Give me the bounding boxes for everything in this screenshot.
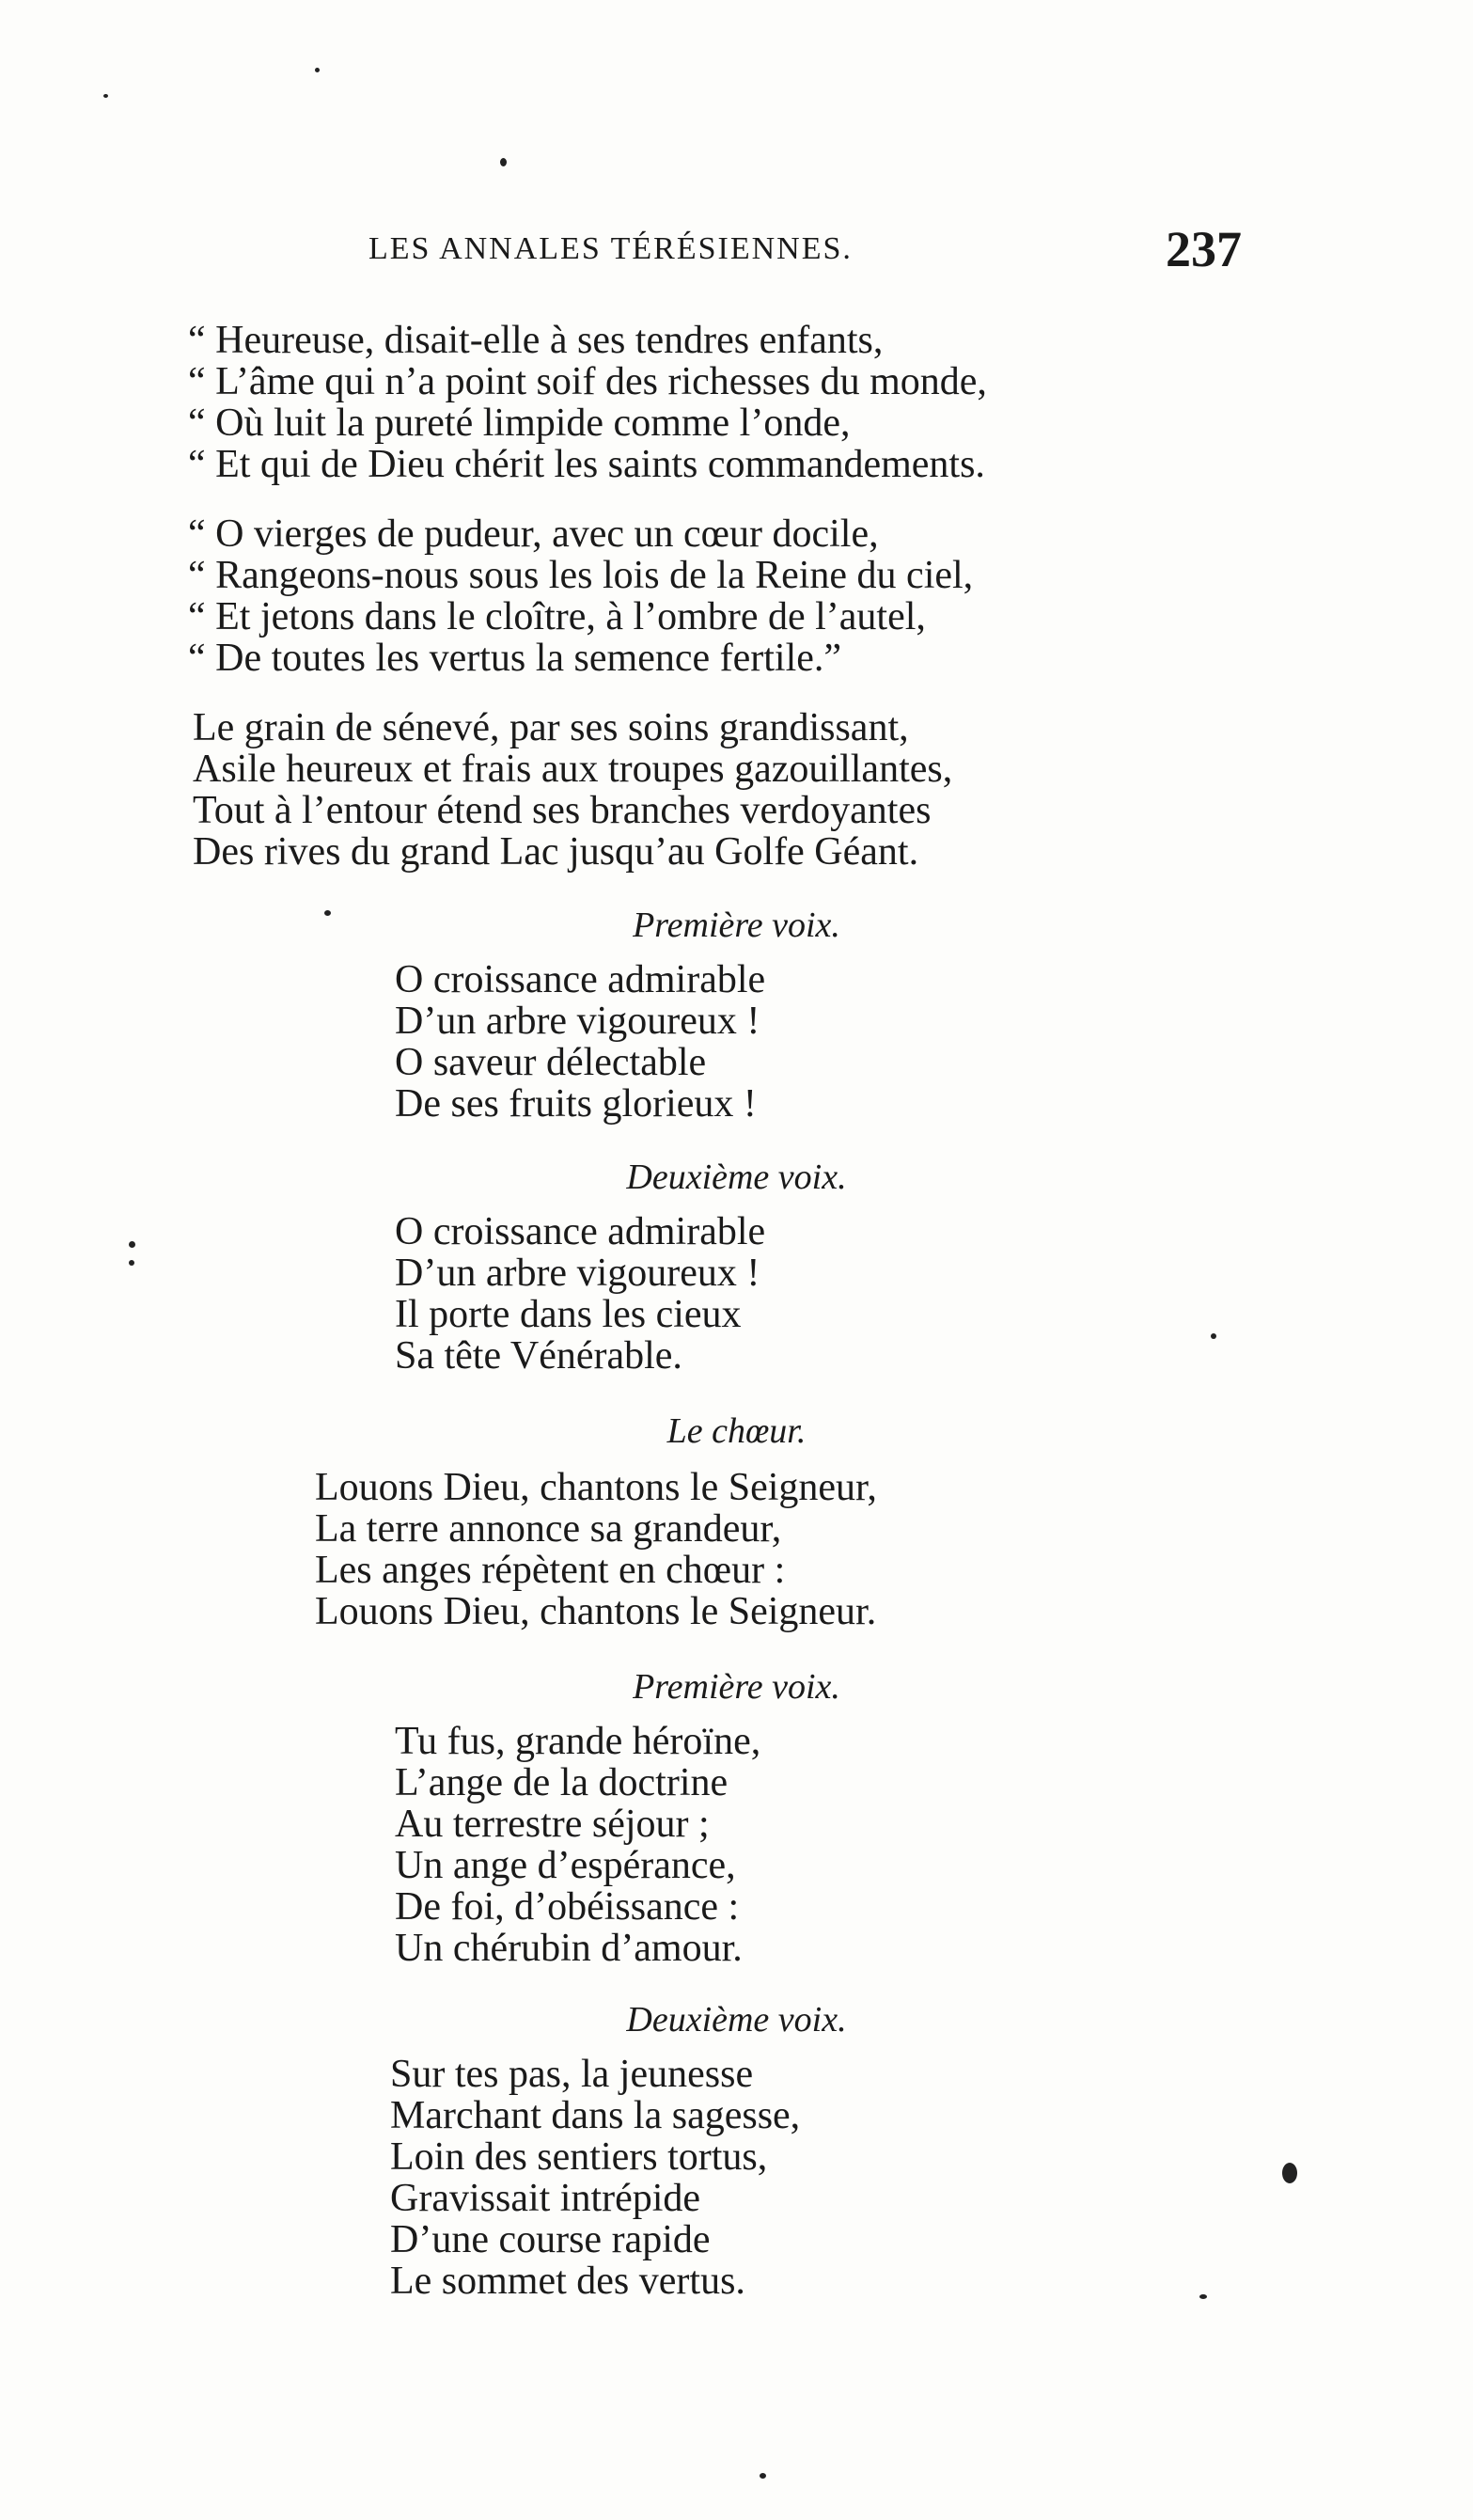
running-title: LES ANNALES TÉRÉSIENNES. [368, 231, 853, 266]
scan-speck [129, 1241, 135, 1248]
stanza-1 [188, 320, 987, 485]
verse-block-5 [390, 2054, 800, 2302]
verse-line: Tout à l’entour étend ses branches verdoyantes [193, 789, 932, 832]
verse-block-2 [395, 1211, 765, 1377]
stanza-2 [188, 513, 973, 679]
verse-line: Louons Dieu, chantons le Seigneur, [315, 1466, 877, 1509]
scan-speck [324, 910, 331, 916]
verse-line: Sur tes pas, la jeunesse [390, 2053, 754, 2096]
voice-heading: Première voix. [633, 1667, 840, 1707]
verse-line: “ Où luit la pureté limpide comme l’onde, [188, 402, 851, 445]
verse-line: “ Et qui de Dieu chérit les saints commandements. [188, 443, 985, 486]
voice-heading: Première voix. [633, 906, 840, 945]
verse-line: De ses fruits glorieux ! [395, 1082, 757, 1126]
verse-line: O croissance admirable [395, 1210, 766, 1253]
scan-speck [500, 158, 507, 166]
verse-line: O croissance admirable [395, 958, 766, 1001]
verse-line: Gravissait intrépide [390, 2177, 701, 2220]
scan-speck [1199, 2294, 1207, 2299]
verse-block-3 [315, 1467, 877, 1632]
verse-line: Asile heureux et frais aux troupes gazouillantes, [193, 748, 953, 791]
verse-line: Loin des sentiers tortus, [390, 2135, 768, 2179]
verse-line: Tu fus, grande héroïne, [395, 1720, 761, 1763]
verse-line: O saveur délectable [395, 1041, 707, 1084]
verse-line: “ Et jetons dans le cloître, à l’ombre de l’autel, [188, 595, 926, 638]
verse-line: De foi, d’obéissance : [395, 1885, 740, 1929]
voice-heading: Deuxième voix. [626, 1158, 847, 1197]
verse-line: Les anges répètent en chœur : [315, 1549, 786, 1592]
stanza-3 [193, 707, 952, 873]
verse-line: Louons Dieu, chantons le Seigneur. [315, 1590, 877, 1633]
verse-block-1 [395, 959, 765, 1125]
verse-line: D’un arbre vigoureux ! [395, 1000, 760, 1043]
verse-line: D’un arbre vigoureux ! [395, 1252, 760, 1295]
verse-line: “ L’âme qui n’a point soif des richesses du monde, [188, 360, 987, 403]
verse-line: “ De toutes les vertus la semence fertile.” [188, 637, 842, 680]
verse-line: Au terrestre séjour ; [395, 1803, 710, 1846]
verse-line: Le sommet des vertus. [390, 2260, 745, 2303]
verse-line: Marchant dans la sagesse, [390, 2094, 801, 2137]
scan-speck [103, 94, 108, 98]
verse-line: D’une course rapide [390, 2218, 711, 2261]
verse-line: Des rives du grand Lac jusqu’au Golfe Géant. [193, 830, 919, 874]
scan-speck [760, 2473, 766, 2479]
verse-line: “ O vierges de pudeur, avec un cœur docile, [188, 512, 879, 556]
verse-block-4 [395, 1721, 760, 1969]
verse-line: La terre annonce sa grandeur, [315, 1507, 782, 1551]
verse-line: Le grain de sénevé, par ses soins grandissant, [193, 706, 909, 749]
scan-speck [1282, 2163, 1297, 2183]
voice-heading: Deuxième voix. [626, 2000, 847, 2040]
verse-line: “ Rangeons-nous sous les lois de la Reine du ciel, [188, 554, 974, 597]
scan-speck [315, 68, 320, 72]
verse-line: Sa tête Vénérable. [395, 1334, 682, 1378]
verse-line: L’ange de la doctrine [395, 1761, 729, 1804]
verse-line: Il porte dans les cieux [395, 1293, 742, 1336]
page-header [0, 222, 1473, 278]
voice-heading: Le chœur. [666, 1411, 807, 1451]
scan-speck [1211, 1333, 1216, 1339]
verse-line: Un ange d’espérance, [395, 1844, 736, 1887]
page-number: 237 [1166, 221, 1242, 277]
verse-line: “ Heureuse, disait-elle à ses tendres enfants, [188, 319, 884, 362]
verse-line: Un chérubin d’amour. [395, 1927, 743, 1970]
scan-speck [129, 1260, 134, 1266]
